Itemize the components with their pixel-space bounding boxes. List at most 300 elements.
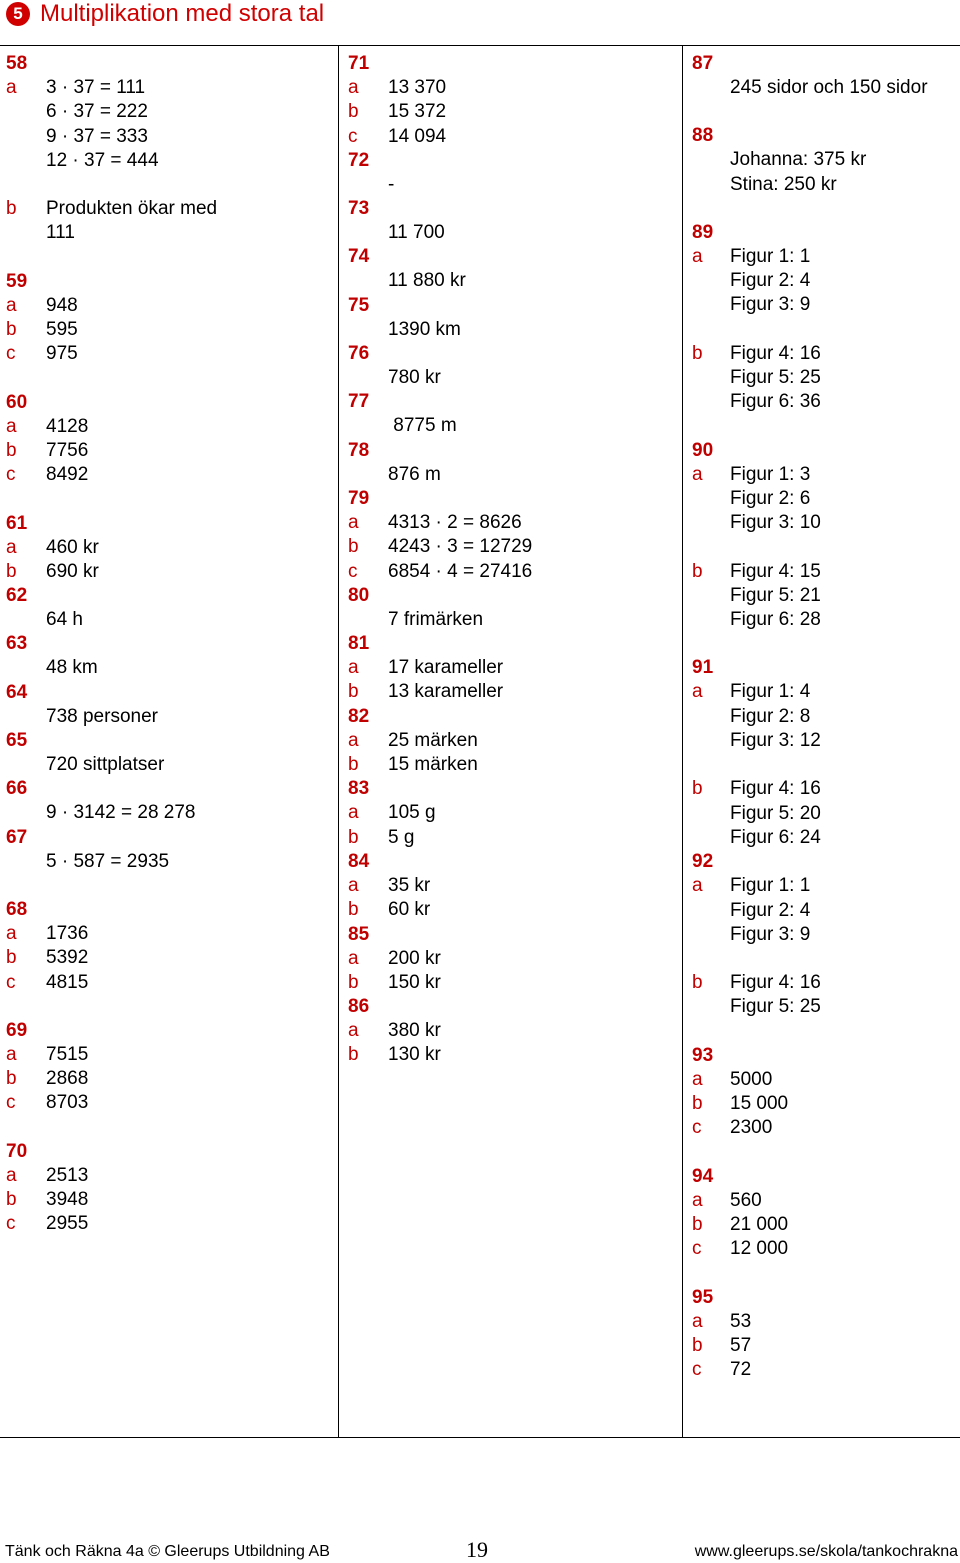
exercise-84 [348,850,532,923]
answer-value: 2955 [46,1213,89,1235]
subtask-label: a [692,1068,703,1090]
exercise-63 [6,632,217,680]
exercise-number: 81 [348,633,370,655]
answer-value: 130 kr [388,1044,441,1066]
answer-row [6,1188,217,1212]
exercise-93 [692,1044,928,1141]
answer-row [692,923,928,947]
subtask-label: a [348,947,359,969]
exercise-number: 74 [348,246,370,268]
answer-row [348,221,532,245]
subtask-label: a [6,1043,17,1065]
subtask-label: b [6,319,17,341]
exercise-number: 73 [348,198,370,220]
footer-publisher: Tänk och Räkna 4a © Gleerups Utbildning AB [5,1543,330,1560]
answer-value: Figur 1: 3 [730,463,811,485]
subtask-label: b [692,342,703,364]
exercise-64 [6,681,217,729]
answer-row [692,1116,928,1140]
answer-row [6,753,217,777]
answer-value: 6 · 37 = 222 [46,101,148,123]
answer-value: Figur 2: 6 [730,487,811,509]
answer-value: 15 märken [388,754,478,776]
answer-row [692,173,928,197]
subtask-label: b [348,899,359,921]
answer-row [692,1068,928,1092]
answer-value: Figur 3: 9 [730,294,811,316]
exercise-87 [692,52,928,100]
answer-row [692,729,928,753]
answer-value: 560 [730,1189,762,1211]
column-divider-2 [682,45,683,1438]
answer-value: 72 [730,1359,752,1381]
answer-value: 7756 [46,439,89,461]
answer-row [6,294,217,318]
exercise-number: 87 [692,53,714,74]
answer-row [692,899,928,923]
answer-value: 2300 [730,1117,773,1139]
answer-row [692,342,928,366]
answer-value: Figur 4: 15 [730,560,821,582]
answer-column-3 [692,52,928,1382]
answer-row [692,487,928,511]
answer-value: Figur 3: 9 [730,923,811,945]
exercise-number: 75 [348,294,370,316]
answer-row [692,390,928,414]
subtask-label: b [692,778,703,800]
subtask-label: b [6,198,17,220]
exercise-62 [6,584,217,632]
answer-row [348,366,532,390]
answer-row [6,149,217,173]
exercise-number: 78 [348,439,370,461]
answer-value: 8492 [46,464,89,486]
answer-value: 15 372 [388,101,447,123]
answer-value: 11 880 kr [388,270,466,292]
exercise-94 [692,1165,928,1262]
answer-row [6,705,217,729]
answer-row [348,76,532,100]
answer-row [6,608,217,632]
subtask-label: a [692,463,703,485]
exercise-65 [6,729,217,777]
exercise-number: 58 [6,53,28,74]
answer-row [348,414,532,438]
chapter-header [6,0,324,28]
answer-row [692,584,928,608]
exercise-number: 90 [692,439,714,461]
subtask-label: b [692,1334,703,1356]
answer-row [6,560,217,584]
exercise-95 [692,1286,928,1383]
exercise-number: 79 [348,487,370,509]
answer-row [348,560,532,584]
answer-value: Figur 1: 1 [730,875,811,897]
answer-row [692,1092,928,1116]
exercise-number: 93 [692,1044,714,1066]
subtask-label: a [348,1020,359,1042]
footer-url: www.gleerups.se/skola/tankochrakna [694,1543,958,1560]
exercise-number: 85 [348,923,370,945]
subtask-label: b [692,972,703,994]
answer-row [348,100,532,124]
bottom-rule [0,1437,960,1438]
exercise-69 [6,1019,217,1116]
subtask-label: b [692,1093,703,1115]
subtask-label: a [692,245,703,267]
exercise-60 [6,391,217,488]
answer-value: 948 [46,294,78,316]
exercise-76 [348,342,532,390]
column-divider-1 [338,45,339,1438]
exercise-number: 94 [692,1165,714,1187]
answer-row [692,995,928,1019]
answer-value: 14 094 [388,125,447,147]
answer-row [6,318,217,342]
exercise-86 [348,995,532,1068]
exercise-number: 63 [6,633,28,655]
answer-value: 111 [46,222,75,244]
answer-row [348,125,532,149]
subtask-label: b [692,560,703,582]
answer-row [348,729,532,753]
answer-row [348,608,532,632]
answer-row [6,439,217,463]
subtask-label: a [692,681,703,703]
exercise-number: 69 [6,1019,28,1041]
answer-value: 460 kr [46,536,99,558]
subtask-label: b [6,560,17,582]
exercise-number: 72 [348,149,370,171]
answer-row [692,1237,928,1261]
answer-row [692,245,928,269]
answer-value: Figur 5: 25 [730,367,821,389]
answer-value: 380 kr [388,1020,441,1042]
answer-value: Figur 4: 16 [730,972,821,994]
exercise-90 [692,439,928,633]
answer-value: Figur 2: 4 [730,270,811,292]
subtask-label: b [6,439,17,461]
subtask-label: c [6,971,16,993]
subtask-label: c [6,1213,16,1235]
answer-value: - [388,173,395,195]
answer-value: Produkten ökar med [46,198,218,220]
answer-value: Figur 3: 10 [730,512,821,534]
answer-value: 4313 · 2 = 8626 [388,511,522,533]
answer-row [692,705,928,729]
answer-value: 876 m [388,463,441,485]
answer-value: 150 kr [388,971,441,993]
answer-row [692,1334,928,1358]
answer-row [692,802,928,826]
top-rule [0,45,960,46]
subtask-label: a [6,1164,17,1186]
answer-row [348,826,532,850]
answer-value: 8775 m [388,415,457,437]
answer-row [6,1043,217,1067]
exercise-83 [348,777,532,850]
answer-value: 9 · 37 = 333 [46,125,148,147]
answer-value: Figur 4: 16 [730,342,821,364]
exercise-number: 83 [348,778,370,800]
answer-value: 975 [46,343,78,365]
answer-value: 3948 [46,1189,89,1211]
subtask-label: c [6,464,16,486]
answer-row [692,777,928,801]
exercise-number: 59 [6,270,28,292]
answer-row [692,1189,928,1213]
answer-value: 60 kr [388,899,431,921]
answer-value: 200 kr [388,947,441,969]
answer-row [692,366,928,390]
answer-value: Figur 5: 20 [730,802,821,824]
exercise-number: 62 [6,585,28,607]
subtask-label: a [6,77,17,98]
answer-row [6,1164,217,1188]
answer-value: 738 personer [46,705,158,727]
answer-row [692,1310,928,1334]
exercise-number: 95 [692,1286,714,1308]
subtask-label: c [692,1359,702,1381]
answer-value: 57 [730,1334,752,1356]
answer-row [348,1019,532,1043]
answer-value: 7 frimärken [388,608,484,630]
answer-row [6,656,217,680]
answer-value: Figur 3: 12 [730,730,821,752]
subtask-label: b [348,101,359,123]
answer-row [692,826,928,850]
answer-row [6,1212,217,1236]
exercise-79 [348,487,532,584]
subtask-label: b [348,1044,359,1066]
answer-value: 4243 · 3 = 12729 [388,536,533,558]
subtask-label: b [348,971,359,993]
answer-row [692,511,928,535]
answer-value: 5 g [388,826,415,848]
answer-value: 6854 · 4 = 27416 [388,560,533,582]
answer-value: 53 [730,1310,752,1332]
answer-value: 2513 [46,1164,89,1186]
exercise-89 [692,221,928,415]
answer-row [692,293,928,317]
answer-value: 11 700 [388,222,445,244]
answer-value: Figur 6: 36 [730,391,821,413]
answer-row [692,269,928,293]
subtask-label: c [692,1117,702,1139]
answer-value: 4128 [46,415,89,437]
chapter-title: Multiplikation med stora tal [40,0,325,27]
exercise-77 [348,390,532,438]
answer-value: Figur 1: 1 [730,245,811,267]
subtask-label: a [6,536,17,558]
answer-row [348,1043,532,1067]
subtask-label: a [692,875,703,897]
answer-row [348,947,532,971]
answer-row [6,125,217,149]
answer-row [692,76,928,100]
answer-row [6,946,217,970]
exercise-number: 84 [348,850,370,872]
exercise-82 [348,705,532,778]
exercise-70 [6,1140,217,1237]
answer-row [348,173,532,197]
exercise-number: 65 [6,730,28,752]
page-number: 19 [466,1537,488,1562]
answer-row [6,1091,217,1115]
exercise-73 [348,197,532,245]
answer-value: 1390 km [388,318,461,340]
answer-row [6,1067,217,1091]
exercise-59 [6,270,217,367]
answer-value: 4815 [46,971,89,993]
answer-row [692,874,928,898]
exercise-number: 82 [348,705,370,727]
answer-value: 21 000 [730,1213,789,1235]
exercise-number: 60 [6,391,28,413]
subtask-label: a [6,415,17,437]
answer-row [348,511,532,535]
exercise-92 [692,850,928,1019]
answer-value: 35 kr [388,874,431,896]
subtask-label: a [348,511,359,533]
answer-row [6,100,217,124]
answer-value: Figur 6: 28 [730,609,821,631]
answer-value: Stina: 250 kr [730,173,837,195]
answer-row [692,608,928,632]
answer-row [692,680,928,704]
answer-value: 780 kr [388,367,441,389]
answer-row [348,874,532,898]
answer-value: 5000 [730,1068,773,1090]
answer-value: 12 · 37 = 444 [46,149,159,171]
answer-row [348,463,532,487]
answer-value: 5 · 587 = 2935 [46,850,170,872]
answer-value: 64 h [46,609,83,631]
answer-row [348,680,532,704]
exercise-85 [348,923,532,996]
subtask-label: b [348,754,359,776]
answer-value: 245 sidor och 150 sidor [730,77,928,98]
answer-value: Figur 1: 4 [730,681,811,703]
exercise-80 [348,584,532,632]
answer-value: Figur 5: 25 [730,996,821,1018]
answer-value: Figur 5: 21 [730,584,821,606]
answer-value: 13 370 [388,77,447,98]
exercise-number: 64 [6,681,28,703]
subtask-label: a [692,1310,703,1332]
answer-row [6,197,217,221]
exercise-number: 68 [6,898,28,920]
answer-row [6,850,217,874]
answer-value: 3 · 37 = 111 [46,77,146,98]
answer-value: 9 · 3142 = 28 278 [46,802,196,824]
exercise-78 [348,439,532,487]
answer-column-1 [6,52,217,1237]
answer-value: Figur 6: 24 [730,826,821,848]
exercise-72 [348,149,532,197]
subtask-label: a [348,657,359,679]
exercise-number: 71 [348,53,370,74]
answer-row [6,971,217,995]
exercise-75 [348,294,532,342]
answer-row [692,1358,928,1382]
subtask-label: a [348,77,359,98]
answer-value: 2868 [46,1068,89,1090]
exercise-number: 91 [692,657,714,679]
subtask-label: c [692,1238,702,1260]
exercise-number: 92 [692,851,714,873]
answer-row [6,922,217,946]
subtask-label: c [6,343,16,365]
exercise-91 [692,656,928,850]
answer-row [692,971,928,995]
answer-row [692,148,928,172]
answer-value: 12 000 [730,1238,789,1260]
answer-row [6,221,217,245]
exercise-number: 80 [348,584,370,606]
exercise-67 [6,826,217,874]
answer-row [692,560,928,584]
subtask-label: b [6,1068,17,1090]
answer-row [348,753,532,777]
answer-value: 15 000 [730,1093,789,1115]
exercise-number: 70 [6,1140,28,1162]
answer-row [6,463,217,487]
answer-value: Figur 2: 4 [730,899,811,921]
answer-row [348,656,532,680]
answer-column-2 [348,52,532,1068]
answer-value: Figur 4: 16 [730,778,821,800]
answer-value: 595 [46,319,78,341]
exercise-81 [348,632,532,705]
answer-row [348,535,532,559]
subtask-label: b [348,536,359,558]
answer-value: 7515 [46,1043,89,1065]
chapter-number-badge: 5 [6,2,30,26]
answer-row [348,801,532,825]
answer-row [348,269,532,293]
exercise-61 [6,512,217,585]
subtask-label: c [6,1092,16,1114]
exercise-number: 89 [692,221,714,243]
exercise-88 [692,124,928,197]
exercise-number: 77 [348,391,370,413]
answer-row [6,801,217,825]
subtask-label: b [348,681,359,703]
answer-value: 48 km [46,657,98,679]
answer-row [692,1213,928,1237]
answer-row [6,342,217,366]
exercise-number: 66 [6,778,28,800]
answer-value: 690 kr [46,560,99,582]
subtask-label: b [6,1189,17,1211]
subtask-label: a [348,802,359,824]
exercise-number: 61 [6,512,28,534]
exercise-number: 88 [692,125,714,147]
subtask-label: c [348,560,358,582]
subtask-label: b [348,826,359,848]
answer-value: Figur 2: 8 [730,705,811,727]
answer-value: Johanna: 375 kr [730,149,867,171]
answer-value: 17 karameller [388,657,504,679]
exercise-74 [348,245,532,293]
answer-value: 13 karameller [388,681,504,703]
answer-row [6,415,217,439]
answer-row [348,898,532,922]
answer-value: 720 sittplatser [46,754,165,776]
subtask-label: a [348,729,359,751]
subtask-label: b [6,947,17,969]
